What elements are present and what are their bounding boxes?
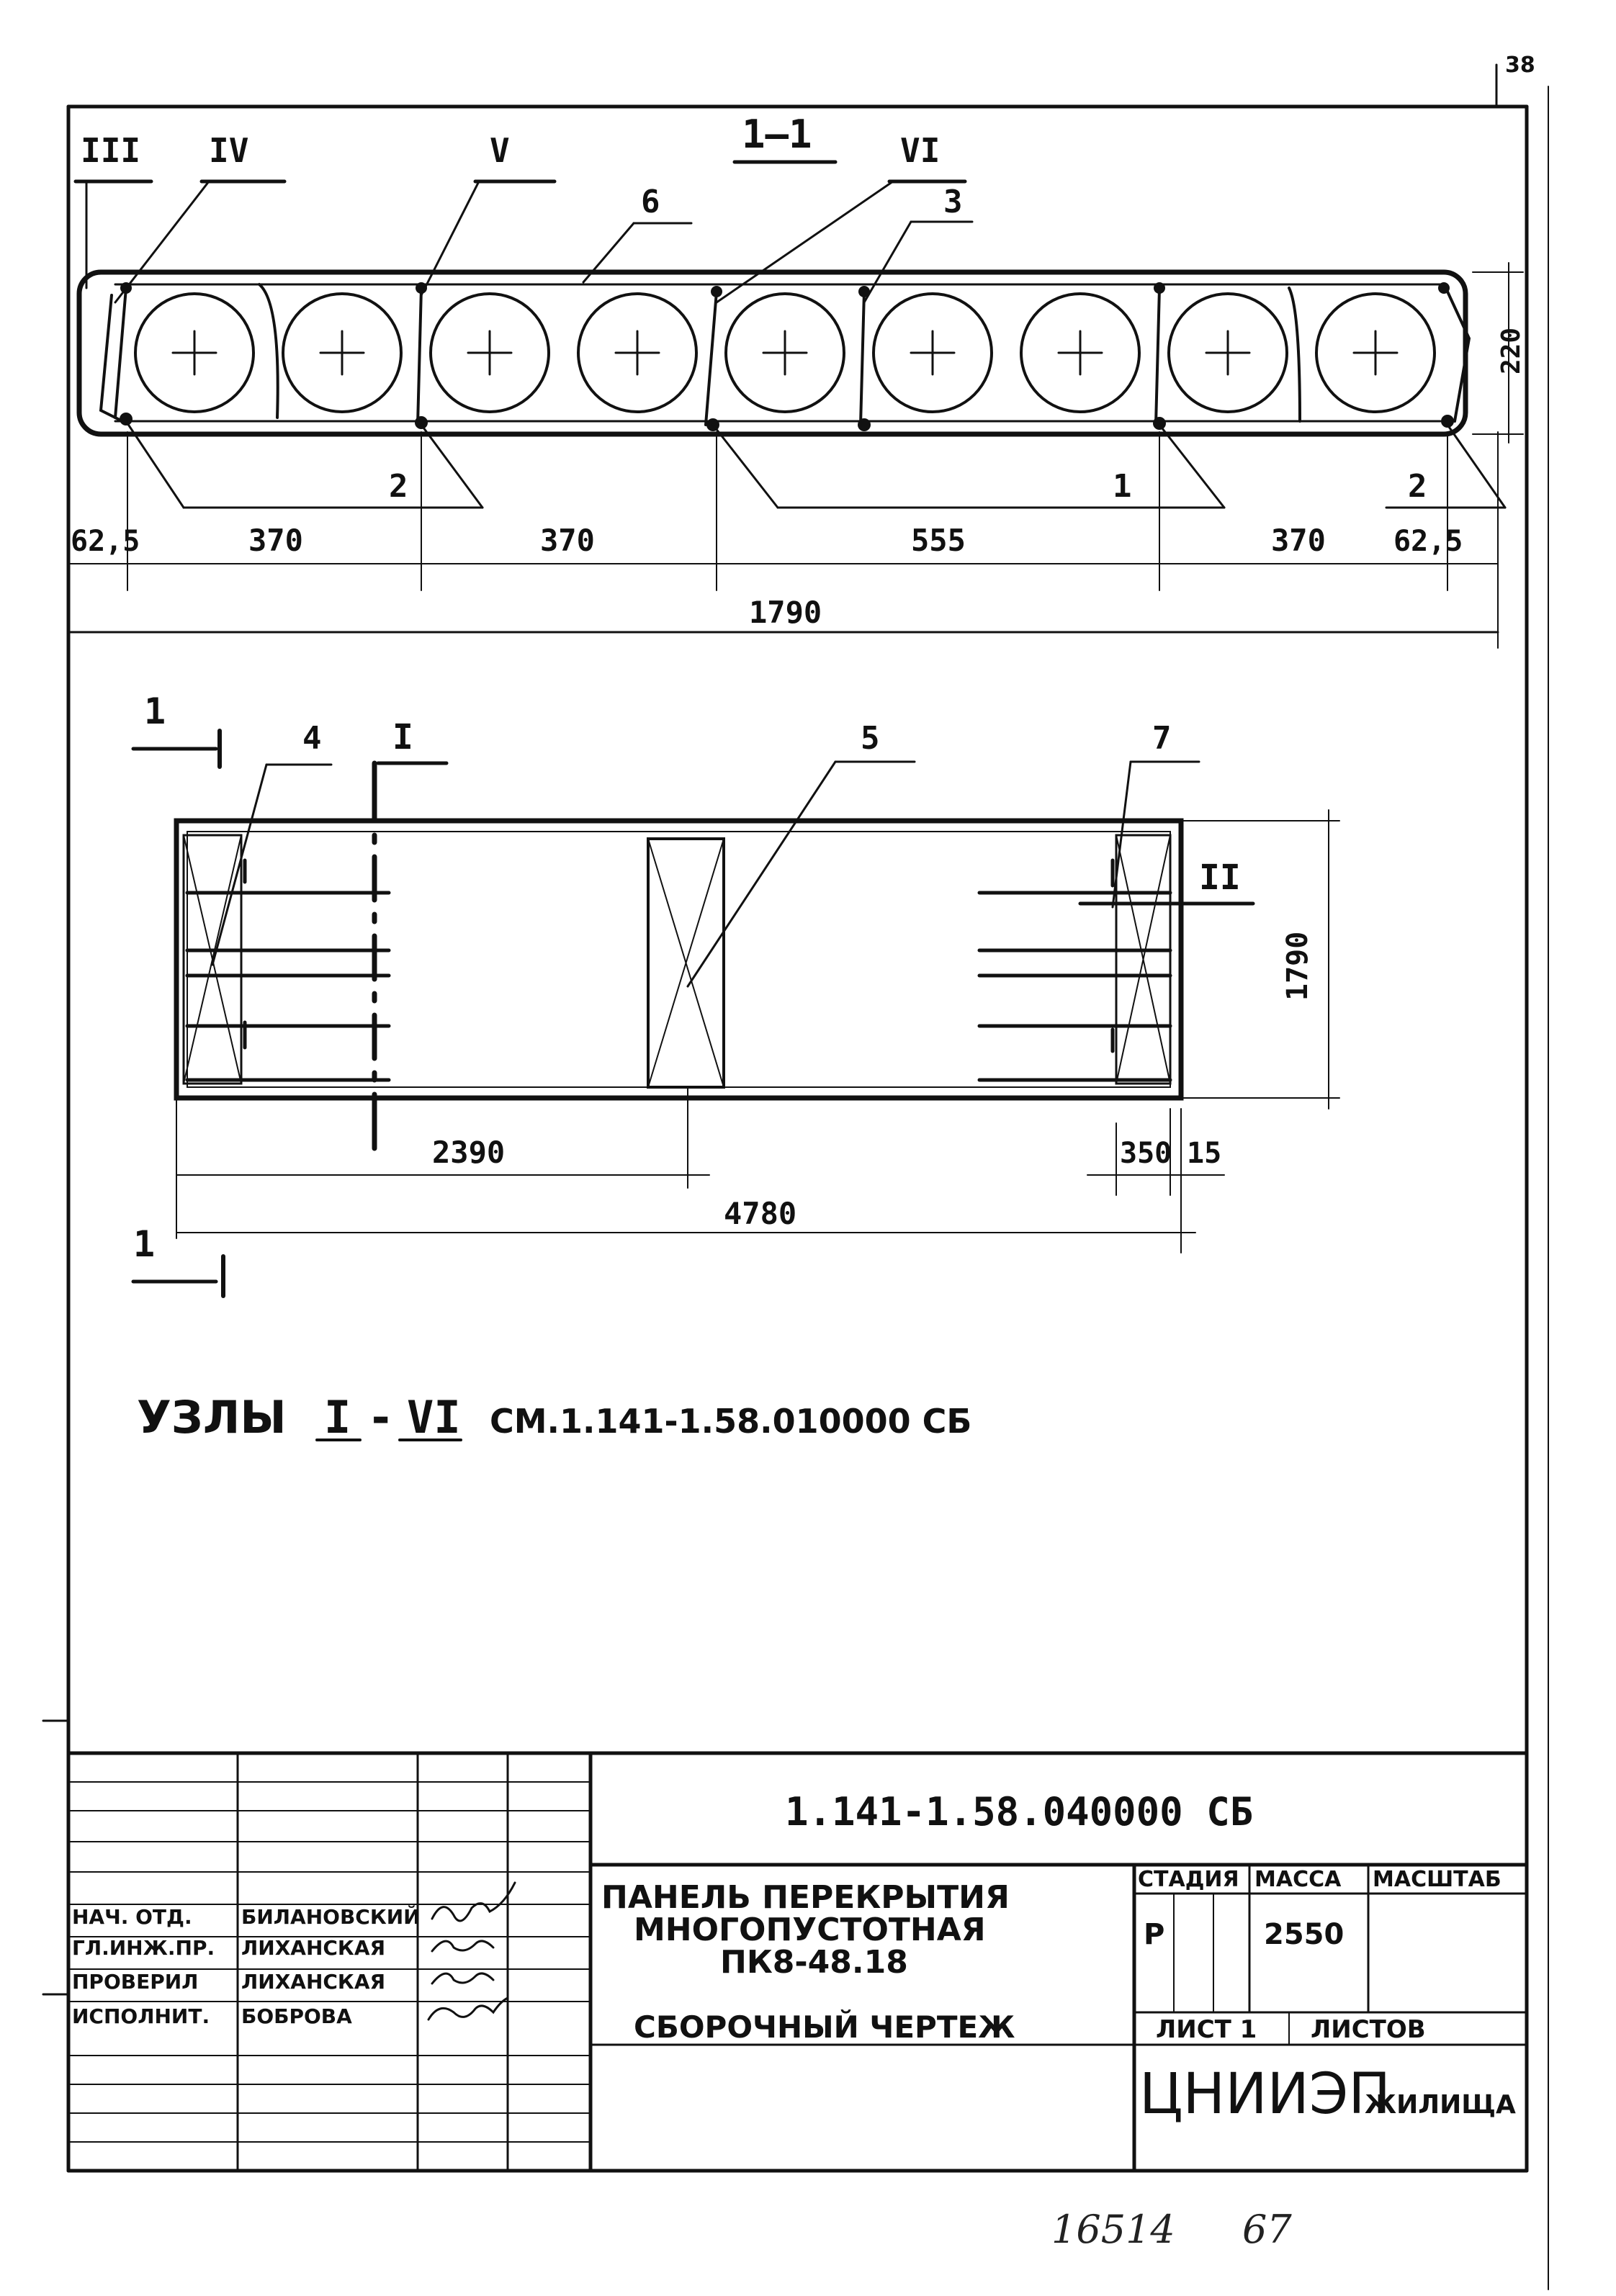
void-hole — [431, 294, 549, 412]
node-label-iii: III — [81, 131, 141, 170]
void-hole — [1169, 294, 1287, 412]
role-4: ИСПОЛНИТ. — [72, 2004, 210, 2028]
dim-2390: 2390 — [432, 1135, 506, 1170]
plan-view — [133, 690, 1339, 1296]
org-main: ЦНИИЭП — [1139, 2062, 1391, 2127]
note-dash: - — [367, 1391, 395, 1444]
note-from: I — [324, 1391, 351, 1444]
dim-350: 350 — [1120, 1137, 1172, 1170]
stage-value: Р — [1144, 1918, 1165, 1951]
dim-370-2: 370 — [540, 523, 595, 558]
plan-bars-left — [187, 860, 389, 1080]
void-hole — [135, 294, 253, 412]
footer-handwritten-left: 16514 — [1051, 2207, 1175, 2252]
cut-mark-top-label: 1 — [144, 690, 166, 732]
sheets-label: ЛИСТОВ — [1311, 2015, 1426, 2044]
cut-mark-bottom-label: 1 — [133, 1223, 156, 1265]
position-1-label: 1 — [1113, 468, 1132, 505]
void-hole — [578, 294, 696, 412]
section-title: 1—1 — [742, 112, 812, 157]
void-hole — [874, 294, 992, 412]
cut-mark-bottom — [133, 1223, 223, 1296]
role-3: ПРОВЕРИЛ — [72, 1970, 199, 1994]
role-2: ГЛ.ИНЖ.ПР. — [72, 1936, 215, 1960]
node-label-ii: II — [1199, 857, 1241, 898]
title-line-2: МНОГОПУСТОТНАЯ — [634, 1912, 986, 1948]
position-7-label: 7 — [1152, 720, 1172, 757]
name-1: БИЛАНОВСКИЙ — [241, 1905, 421, 1929]
sheet-corner-mark: 38 — [1505, 53, 1535, 78]
void-hole — [1316, 294, 1435, 412]
void-hole — [1021, 294, 1139, 412]
signatures — [428, 1883, 515, 2020]
position-6-label: 6 — [641, 184, 660, 220]
name-3: ЛИХАНСКАЯ — [241, 1970, 386, 1994]
position-2-right-label: 2 — [1408, 468, 1427, 505]
drawing-type: СБОРОЧНЫЙ ЧЕРТЕЖ — [634, 2009, 1015, 2045]
dim-370-1: 370 — [248, 523, 303, 558]
dim-4780: 4780 — [724, 1196, 797, 1231]
name-2: ЛИХАНСКАЯ — [241, 1936, 386, 1960]
void-hole — [283, 294, 401, 412]
panel-plan-outline — [176, 821, 1181, 1098]
dim-total-1790: 1790 — [749, 595, 822, 630]
dim-62-5-left: 62,5 — [71, 525, 140, 558]
dim-555: 555 — [911, 523, 966, 558]
void-hole — [726, 294, 844, 412]
position-5-label: 5 — [861, 720, 880, 757]
note-reference: СМ.1.141-1.58.010000 СБ — [490, 1402, 972, 1441]
void-holes — [135, 294, 1435, 412]
cut-mark-top — [133, 690, 220, 767]
dim-62-5-right: 62,5 — [1393, 525, 1463, 558]
note-to: VI — [407, 1391, 461, 1444]
position-3-label: 3 — [943, 184, 963, 220]
section-1-1 — [68, 112, 1526, 648]
position-2-left-label: 2 — [389, 468, 408, 505]
title-line-1: ПАНЕЛЬ ПЕРЕКРЫТИЯ — [601, 1879, 1010, 1916]
node-label-v: V — [490, 131, 510, 170]
dim-370-3: 370 — [1271, 523, 1326, 558]
mass-value: 2550 — [1264, 1918, 1345, 1951]
doc-code: 1.141-1.58.040000 СБ — [785, 1789, 1254, 1834]
header-scale: МАСШТАБ — [1373, 1867, 1501, 1892]
node-label-iv: IV — [209, 131, 249, 170]
nodes-note — [137, 1391, 971, 1444]
title-line-3: ПК8-48.18 — [720, 1944, 908, 1981]
name-4: БОБРОВА — [241, 2004, 352, 2028]
node-label-i: I — [392, 717, 413, 757]
role-1: НАЧ. ОТД. — [72, 1905, 192, 1929]
dim-15: 15 — [1187, 1137, 1222, 1170]
sheet-label: ЛИСТ 1 — [1156, 2015, 1257, 2044]
org-sub: ЖИЛИЩА — [1365, 2090, 1516, 2120]
node-label-vi: VI — [900, 131, 941, 170]
header-mass: МАССА — [1254, 1867, 1342, 1892]
header-stage: СТАДИЯ — [1138, 1867, 1239, 1892]
note-prefix: УЗЛЫ — [137, 1391, 287, 1444]
position-4-label: 4 — [302, 720, 322, 757]
footer-handwritten-right: 67 — [1242, 2207, 1292, 2252]
section-dimension-chain — [68, 432, 1498, 648]
section-height-dim: 220 — [1496, 327, 1526, 374]
plan-width-dim: 1790 — [1281, 931, 1314, 1001]
title-block — [68, 1753, 1527, 2171]
